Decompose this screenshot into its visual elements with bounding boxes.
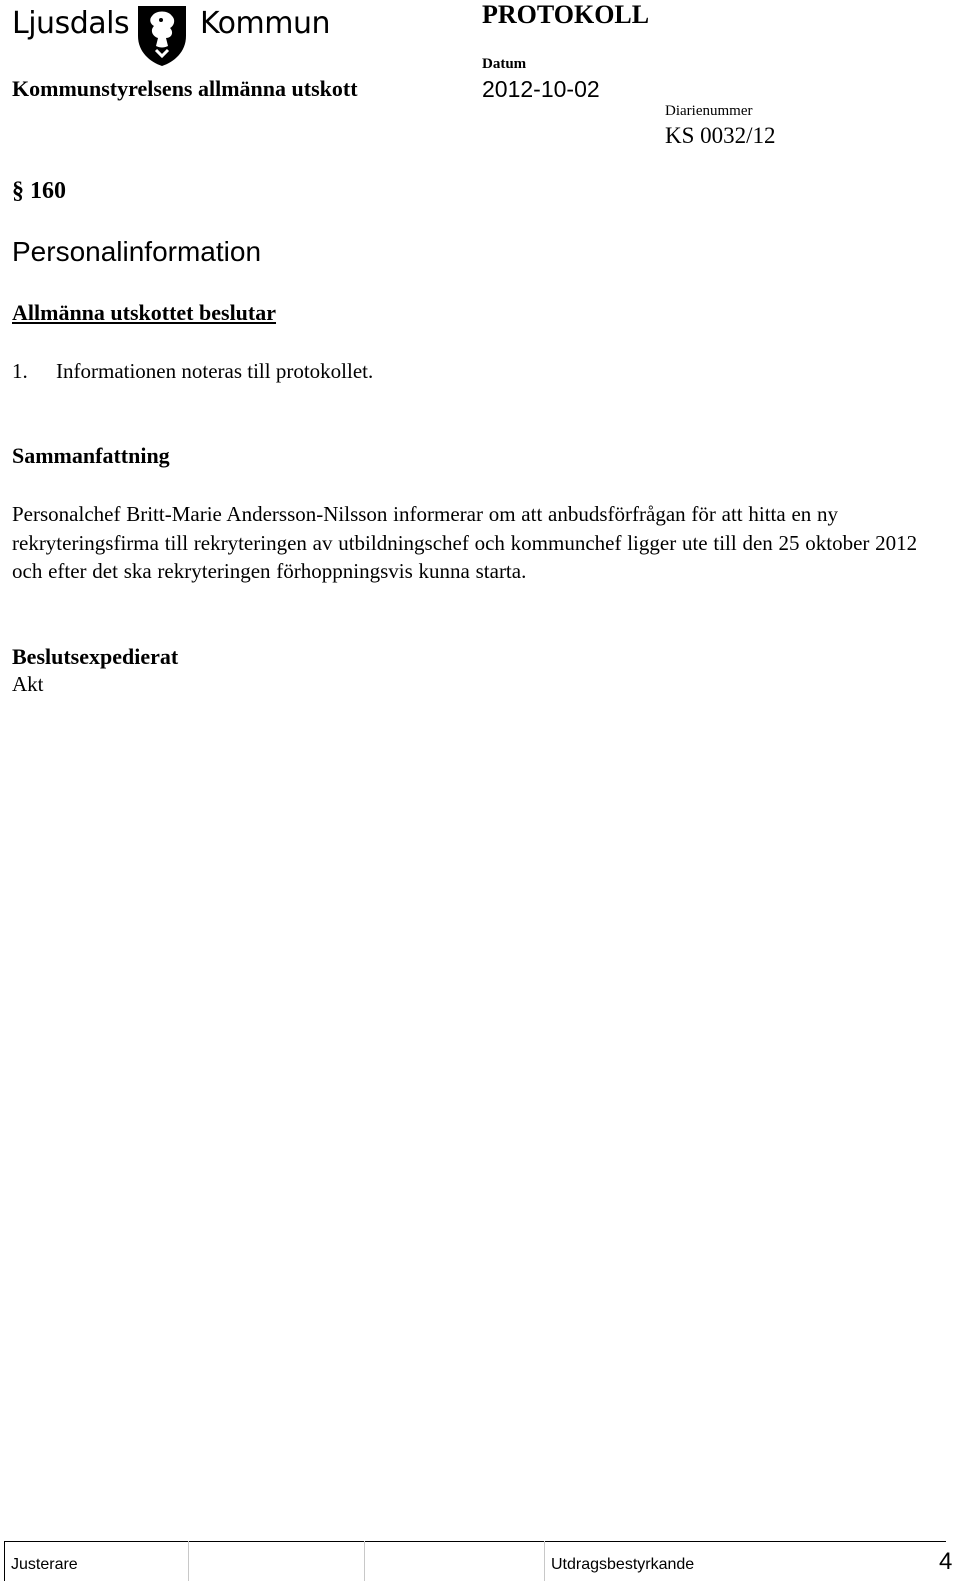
footer-cell-signature-1 bbox=[188, 1541, 365, 1581]
paragraph-reference: § 160 bbox=[12, 178, 66, 204]
diary-number-value: KS 0032/12 bbox=[665, 123, 776, 148]
diary-number-label: Diarienummer bbox=[665, 103, 753, 119]
footer-cell-justerare bbox=[4, 1541, 189, 1581]
expedition-heading: Beslutsexpedierat bbox=[12, 644, 179, 669]
justerare-label: Justerare bbox=[11, 1556, 78, 1573]
footer bbox=[4, 1541, 960, 1581]
expedition-item: Akt bbox=[12, 672, 44, 696]
decision-item-number: 1. bbox=[12, 359, 28, 383]
date-value: 2012-10-02 bbox=[482, 76, 600, 102]
logo-text-ljusdals: Ljusdals bbox=[12, 6, 130, 41]
summary-text: Personalchef Britt-Marie Andersson-Nilsson informerar om att anbudsförfrågan för att hitta en ny rekryteringsfirma till rekryteringen av utbildningschef och kommunchef ligger ute till den 25 oktober 2012 och efter det ska rekryteringen förhoppningsvis kunna starta. bbox=[12, 502, 918, 583]
document-type: PROTOKOLL bbox=[482, 0, 650, 29]
footer-cell-signature-2 bbox=[364, 1541, 545, 1581]
lion-crest-icon bbox=[134, 2, 190, 68]
decision-item-text: Informationen noteras till protokollet. bbox=[56, 359, 374, 383]
page-number: 4 bbox=[939, 1548, 953, 1575]
decision-heading: Allmänna utskottet beslutar bbox=[12, 300, 277, 325]
date-label: Datum bbox=[482, 56, 527, 72]
decision-item bbox=[12, 359, 373, 384]
page-title: Personalinformation bbox=[12, 236, 262, 267]
summary-heading: Sammanfattning bbox=[12, 443, 170, 468]
utdrag-label: Utdragsbestyrkande bbox=[551, 1556, 695, 1573]
committee-name: Kommunstyrelsens allmänna utskott bbox=[12, 76, 358, 101]
footer-cell-utdrag bbox=[544, 1541, 945, 1581]
logo-text-kommun: Kommun bbox=[200, 6, 331, 41]
